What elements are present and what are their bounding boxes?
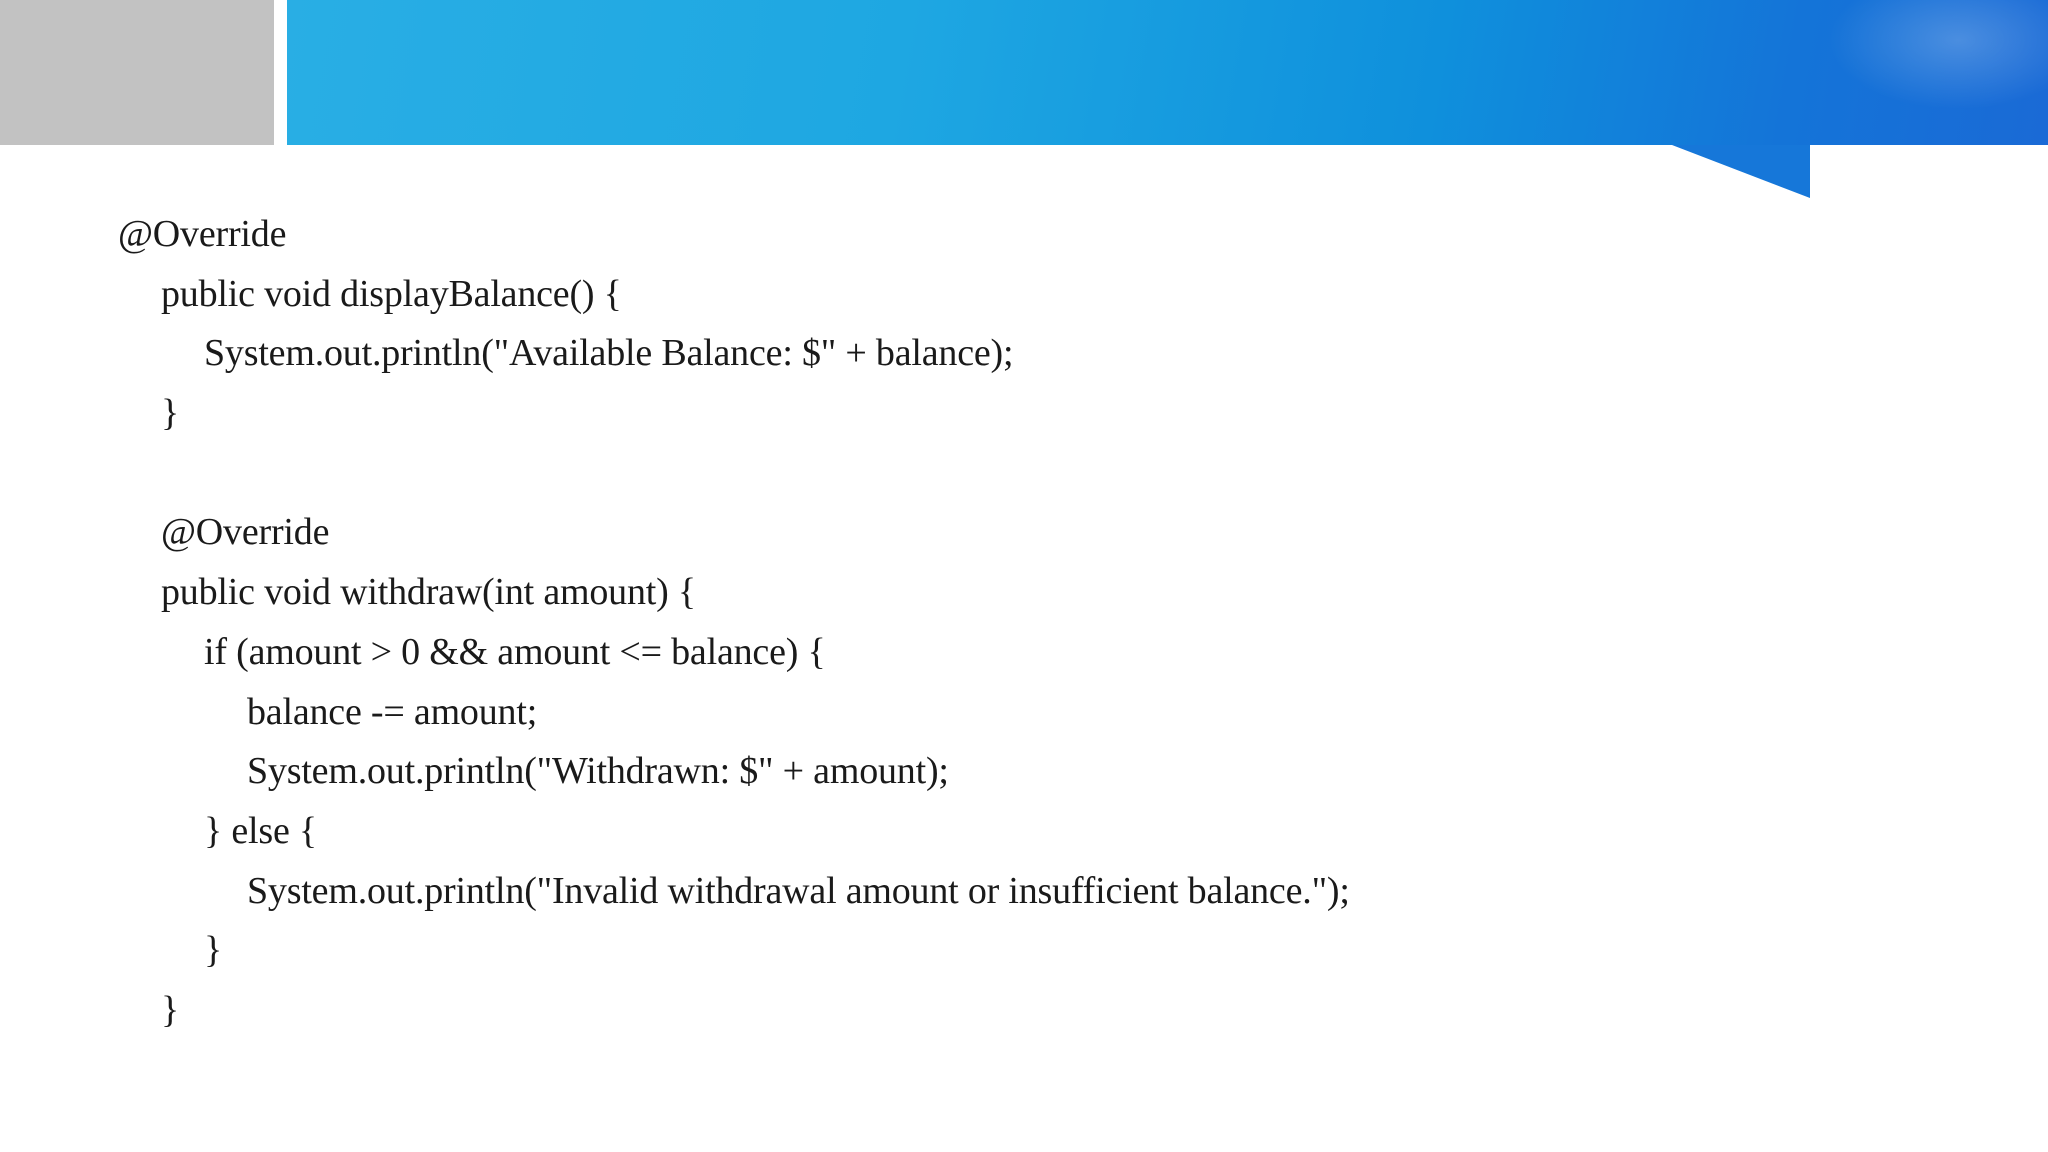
code-line: public void displayBalance() {: [161, 272, 622, 315]
code-line: } else {: [204, 809, 317, 852]
code-line: }: [204, 929, 223, 972]
header-gray-block: [0, 0, 274, 145]
code-line: @Override: [161, 511, 330, 554]
code-line-blank: [118, 444, 1350, 504]
code-line: System.out.println("Available Balance: $" + balance);: [204, 332, 1014, 375]
code-line: }: [161, 392, 180, 435]
code-line: }: [161, 988, 180, 1031]
code-block: [118, 205, 1350, 1041]
code-line: balance -= amount;: [247, 690, 538, 733]
code-line: @Override: [118, 213, 287, 255]
code-line: if (amount > 0 && amount <= balance) {: [204, 630, 826, 673]
banner-sheen: [1828, 0, 2048, 110]
code-line: public void withdraw(int amount) {: [161, 571, 696, 614]
code-line: System.out.println("Invalid withdrawal amount or insufficient balance.");: [247, 869, 1350, 912]
code-line: System.out.println("Withdrawn: $" + amount);: [247, 750, 949, 793]
header-banner: [287, 0, 2048, 145]
